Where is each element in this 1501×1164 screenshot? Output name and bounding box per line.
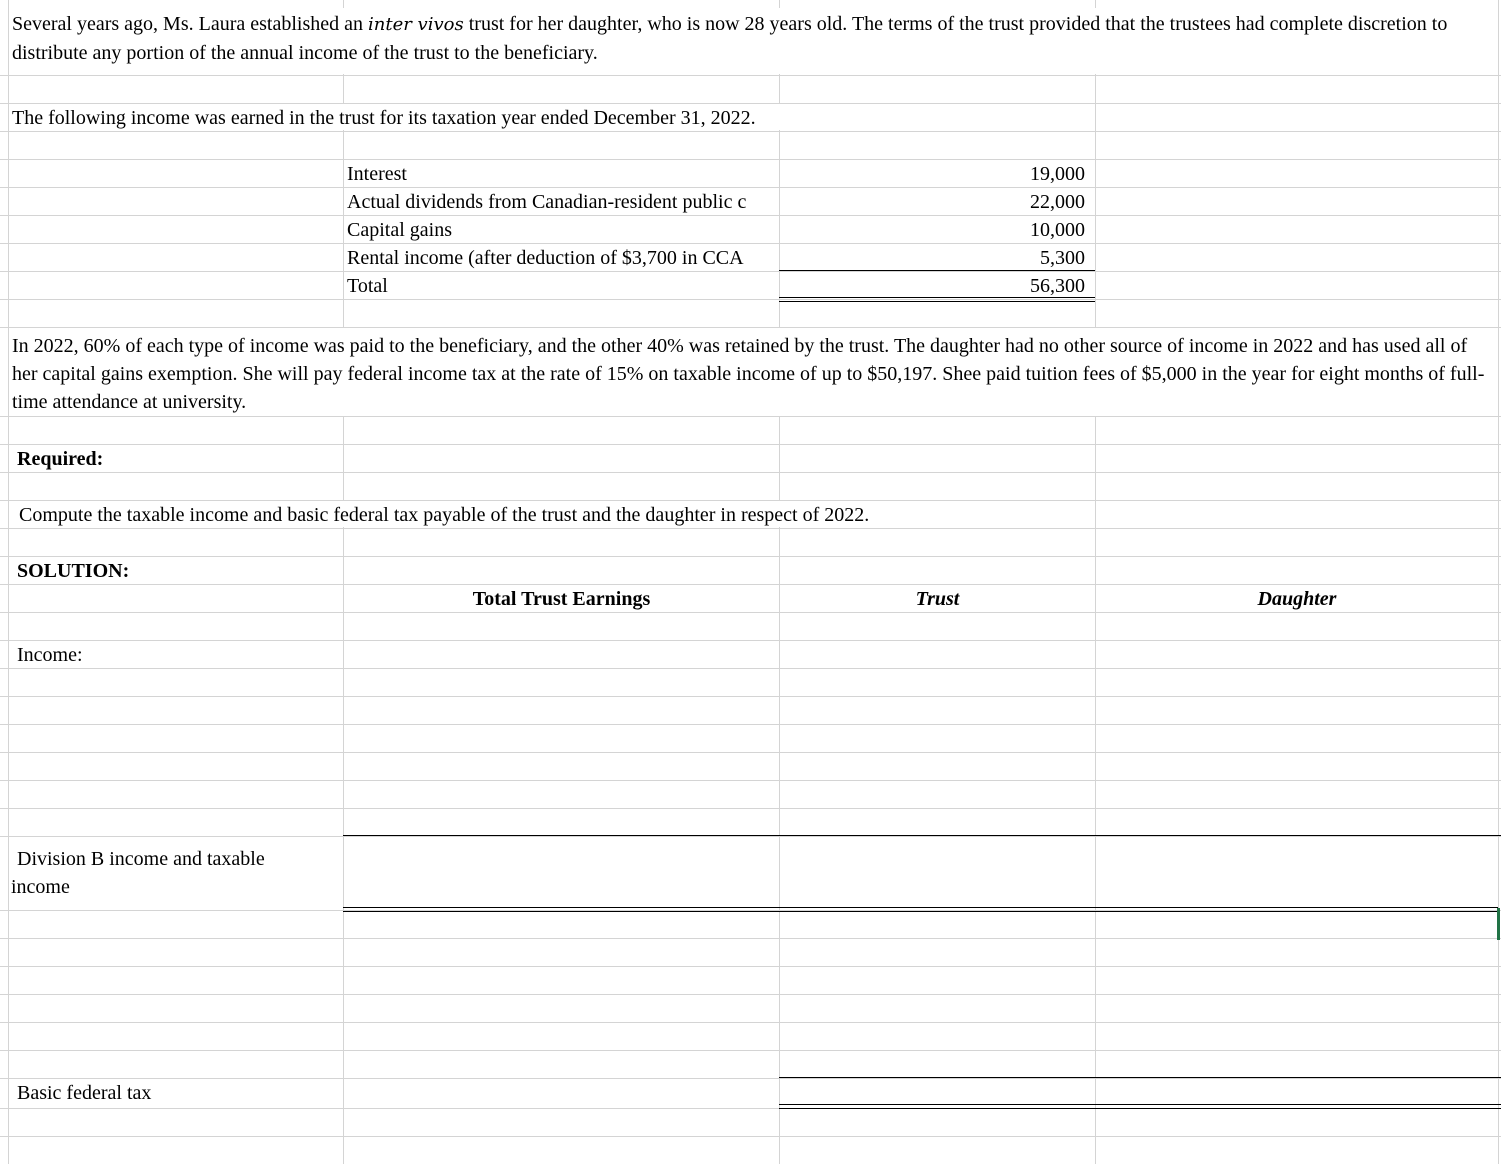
grid-row-line	[0, 808, 1501, 809]
income-value-interest: 19,000	[1030, 163, 1085, 185]
income-label-interest: Interest	[347, 163, 407, 185]
grid-row-line	[0, 159, 1501, 160]
grid-row-line	[0, 556, 1501, 557]
basic-tax-double-rule	[779, 1104, 1501, 1109]
active-cell-indicator[interactable]	[1497, 908, 1500, 940]
cell-total-trust-earnings[interactable]	[344, 641, 778, 667]
grid-row-line	[0, 612, 1501, 613]
income-value-rental: 5,300	[1040, 247, 1085, 269]
grid-row-line	[0, 724, 1501, 725]
column-header-trust: Trust	[915, 588, 960, 610]
division-b-top-rule	[343, 835, 1501, 836]
grid-col-line-a	[8, 0, 9, 1164]
grid-col-line-e	[1498, 0, 1499, 1164]
grid-row-line	[0, 696, 1501, 697]
grid-col-line-d	[1095, 0, 1096, 1164]
basic-tax-top-rule	[779, 1077, 1501, 1078]
income-label-rental: Rental income (after deduction of $3,700 in CCA	[347, 247, 744, 269]
division-b-double-rule	[343, 907, 1498, 912]
grid-row-line	[0, 1050, 1501, 1051]
subtotal-underline	[779, 270, 1095, 271]
income-label-total: Total	[347, 275, 388, 297]
grid-row-line	[0, 131, 1501, 132]
cell-daughter[interactable]	[1096, 641, 1497, 667]
grid-row-line	[0, 75, 1501, 76]
column-header-daughter: Daughter	[1257, 588, 1337, 610]
grid-row-line	[0, 752, 1501, 753]
income-label-capital-gains: Capital gains	[347, 219, 452, 241]
income-value-capital-gains: 10,000	[1030, 219, 1085, 241]
income-label-dividends: Actual dividends from Canadian-resident public c	[347, 191, 747, 213]
column-header-total-trust-earnings: Total Trust Earnings	[472, 588, 651, 610]
grid-row-line	[0, 1136, 1501, 1137]
grid-row-line	[0, 1022, 1501, 1023]
grid-row-line	[0, 299, 1501, 300]
grid-row-line	[0, 780, 1501, 781]
grid-row-line	[0, 215, 1501, 216]
required-text: Compute the taxable income and basic federal tax payable of the trust and the daughter in respect of 2022.	[19, 504, 870, 526]
grid-row-line	[0, 994, 1501, 995]
basic-federal-tax-label: Basic federal tax	[17, 1082, 152, 1104]
income-value-dividends: 22,000	[1030, 191, 1085, 213]
grid-row-line	[0, 472, 1501, 473]
grid-row-line	[0, 416, 1501, 417]
division-b-label-line1: Division B income and taxable	[17, 848, 265, 870]
grid-col-line-c	[779, 0, 780, 1164]
grid-row-line	[0, 271, 1501, 272]
grid-col-line-b	[343, 0, 344, 1164]
inter-vivos-term: inter vivos	[368, 14, 464, 35]
income-section-label: Income:	[17, 644, 83, 666]
grid-row-line	[0, 528, 1501, 529]
solution-heading: SOLUTION:	[17, 560, 130, 582]
grid-row-line	[0, 966, 1501, 967]
income-value-total: 56,300	[1030, 275, 1085, 297]
division-b-label-line2: income	[11, 876, 70, 898]
income-intro-text: The following income was earned in the trust for its taxation year ended December 31, 2022.	[12, 107, 756, 129]
grid-row-line	[0, 584, 1501, 585]
grid-row-line	[0, 444, 1501, 445]
grid-row-line	[0, 187, 1501, 188]
grid-row-line	[0, 243, 1501, 244]
grid-row-line	[0, 668, 1501, 669]
required-heading: Required:	[17, 448, 104, 470]
total-double-underline	[779, 297, 1095, 302]
grid-row-line	[0, 938, 1501, 939]
grid-row-line	[0, 1078, 1501, 1079]
problem-intro: Several years ago, Ms. Laura established an inter vivos trust for her daughter, who is now 28 years old. The terms of the trust provided that the trustees had complete discretion to distribute any portion of the annual income of the trust to the beneficiary.	[12, 10, 1492, 67]
cell-trust[interactable]	[780, 641, 1094, 667]
distribution-paragraph: In 2022, 60% of each type of income was paid to the beneficiary, and the other 40% was retained by the trust. The daughter had no other source of income in 2022 and has used all of her capital gains exemption. She will pay federal income tax at the rate of 15% on taxable income of up to $50,197. Shee paid tuition fees of $5,000 in the year for eight months of full-time attendance at university.	[12, 332, 1492, 416]
